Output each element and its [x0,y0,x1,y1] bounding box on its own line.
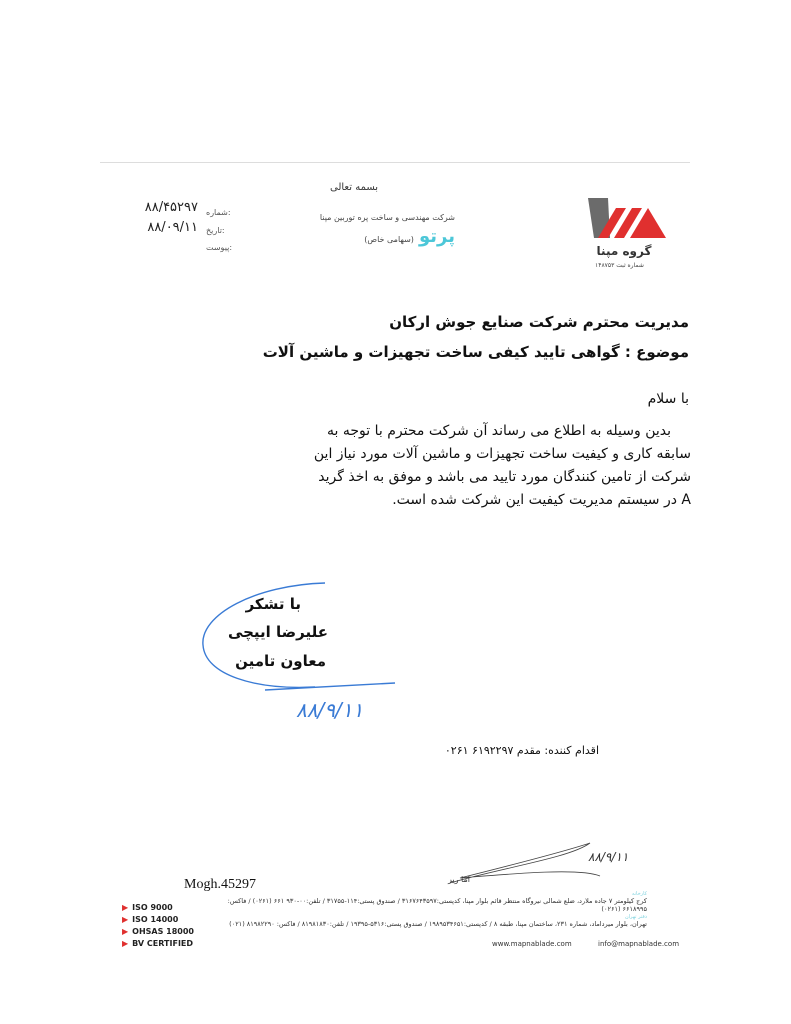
office-label: دفتر تهران [625,914,647,920]
factory-label: کارخانه [631,891,647,897]
reference-code: Mogh.45297 [184,877,256,892]
signer-title: معاون تامین [235,652,326,670]
cert-item: ▶ OHSAS 18000 [122,927,194,936]
cert-item: ▶ ISO 14000 [122,915,179,924]
triangle-bullet-icon: ▶ [122,939,129,948]
cert-item: ▶ ISO 9000 [122,903,173,912]
letter-number: ۸۸/۴۵۲۹۷ [144,200,198,215]
factory-address: کرج کیلومتر ۷ جاده ملارد، ضلع شمالی نیروگاه منتظر قائم بلوار مپنا، کدپستی:۳۱۶۷۶۴۳۵۹۷ / صندوق پستی:۱۱۴-۳۱۷۵۵ / تلفن:۰۰-۹۳۰ ۶۶۱ (۰۲۶۱) / فاکس: ۶۶۱۸۹۹۵ (۰۲۶۱) [227,897,647,913]
basmala: بسمه تعالی [330,182,379,193]
header-divider [100,162,690,163]
company-type: (سهامی خاص) [364,235,414,244]
body-line: سابقه کاری و کیفیت ساخت تجهیزات و ماشین آلات مورد نیاز این [313,446,691,462]
date-label: تاریخ: [206,226,225,235]
signature-stroke [195,575,415,715]
body-line: بدین وسیله به اطلاع می رساند آن شرکت محترم با توجه به [327,423,671,439]
mapna-logo [580,198,668,260]
subject: موضوع : گواهی تایید کیفی ساخت تجهیزات و ماشین آلات [262,343,689,361]
triangle-bullet-icon: ▶ [122,915,129,924]
recipient: مدیریت محترم شرکت صنایع جوش ارکان [389,313,689,331]
email-link[interactable]: info@mapnablade.com [598,940,680,948]
brand-name: پرتو [419,226,455,247]
website-link[interactable]: www.mapnablade.com [492,940,572,948]
body-line: A در سیستم مدیریت کیفیت این شرکت شده است. [392,492,691,508]
body-line: شرکت از تامین کنندگان مورد تایید می باشد و موفق به اخذ گرید [318,469,691,485]
handwritten-date: ۸۸/۹/۱۱ [296,698,364,722]
office-address: تهران، بلوار میرداماد، شماره ۲۳۱، ساختمان مپنا، طبقه ۸ / کدپستی:۱۹۸۹۵۳۴۶۵۱ / صندوق پستی:۵۳۱۶-۱۹۳۹۵ / تلفن:۸۱۹۸۱۸۳۰ / فاکس: ۸۱۹۸۲۲۹۰ (۰۲۱) [229,920,647,928]
triangle-bullet-icon: ▶ [122,903,129,912]
number-label: شماره: [206,208,231,217]
action-by: اقدام کننده: مقدم ۶۱۹۲۲۹۷ ۰۲۶۱ [444,744,599,757]
triangle-bullet-icon: ▶ [122,927,129,936]
letter-body [231,420,691,512]
margin-note-date: ۸۸/۹/۱۱ [588,850,629,864]
company-name: شرکت مهندسی و ساخت پره توربین مپنا [319,213,455,222]
cert-item: ▶ BV CERTIFIED [122,939,194,948]
closing: با تشکر [245,595,301,613]
group-logo-text: گروه مپنا [596,244,652,258]
margin-note: اما ریر [448,875,470,884]
greeting: با سلام [647,391,689,407]
margin-signature [440,838,640,890]
brand-line [364,226,455,247]
attachment-label: پیوست: [206,243,233,252]
registration-number: شماره ثبت ۱۴۸۷۵۳ [595,262,644,269]
letter-date: ۸۸/۰۹/۱۱ [147,220,198,235]
signer-name: علیرضا ایپچی [227,623,328,641]
